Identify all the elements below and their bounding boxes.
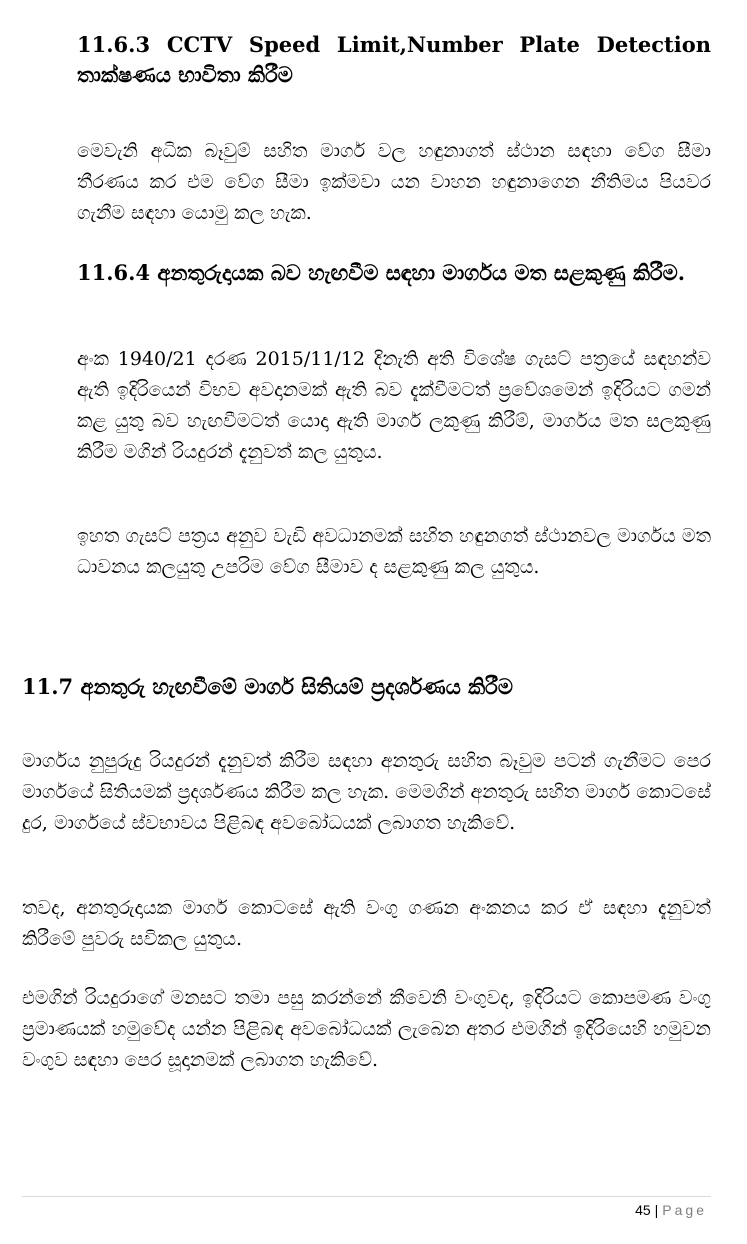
footer-divider [22, 1196, 711, 1197]
footer-separator: | [654, 1202, 659, 1218]
paragraph-gazette-road-markings: අංක 1940/21 දරණ 2015/11/12 දිනැති අති විශේෂ ගැසට් පත්‍රයේ සඳහන්ව ඇති ඉදිරියෙන් විභව අවදානමක් ඇති බව දැක්වීමටත් ප්‍රවේශමෙන් ඉදිරියට ගමන් කළ යුතු බව හැඟවීමටත් යොදා ඇති මාර්ග ලකුණු කිරීම්, මාර්ගය මත සලකුණු කිරීම මගින් රියදුරන් දැනුවත් කල යුතුය. [77, 348, 711, 463]
paragraph-bend-count-boards: තවද, අනතුරුදායක මාර්ග කොටසේ ඇති වංගු ගණන අංකනය කර ඒ සඳහා දැනුවත් කිරීමේ පුවරු සවිකල යුතුය. [22, 897, 711, 950]
section-heading-11-7: 11.7 අනතුරු හැඟවීමේ මාර්ග සිතියම් ප්‍රදර්ශණය කිරීම [22, 674, 513, 699]
section-heading-11-6-4: 11.6.4 අනතුරුදායක බව හැඟවීම සඳහා මාර්ගය මත සළකුණු කිරීම. [77, 260, 686, 285]
paragraph-max-speed-marking: ඉහත ගැසට් පත්‍රය අනුව වැඩි අවධානමක් සහිත හඳුනගත් ස්ථානවල මාර්ගය මත ධාවනය කලයුතු උපරිම වේග සීමාව ද සළකුණු කල යුතුය. [77, 525, 711, 578]
page-footer [635, 1200, 707, 1220]
page-label: Page [662, 1202, 707, 1218]
page-number: 45 [635, 1202, 651, 1218]
section-heading-11-6-3: 11.6.3 CCTV Speed Limit,Number Plate Detection තාක්ෂණය භාවිතා කිරීම [77, 32, 711, 87]
paragraph-route-map-display: මාර්ගය නුපුරුදු රියදුරන් දැනුවත් කිරීම සඳහා අනතුරු සහිත බෑවුම පටන් ගැනීමට පෙර මාර්ගයේ සිතියමක් ප්‍රදර්ශණය කිරීම කල හැක. මෙමගින් අනතුරු සහිත මාර්ග කොටසේ දුර, මාර්ගයේ ස්වභාවය පිළිබඳ අවබෝධයක් ලබාගත හැකිවේ. [22, 750, 711, 834]
paragraph-driver-awareness: එමගින් රියදුරාගේ මනසට තමා පසු කරන්නේ කීවෙනි වංගුවද, ඉදිරියට කොපමණ වංගු ප්‍රමාණයක් හමුවේද යන්න පිළිබඳ අවබෝධයක් ලැබෙන අතර එමගින් ඉදිරියෙහි හමුවන වංගුව සඳහා පෙර සූදානමක් ලබාගත හැකිවේ. [22, 987, 711, 1071]
paragraph-speed-limit-detection: මෙවැනි අධික බෑවුම් සහිත මාර්ග වල හඳුනාගත් ස්ථාන සඳහා වේග සීමා තීරණය කර එම වේග සීමා ඉක්මවා යන වාහන හඳුනාගෙන නීතිමය පියවර ගැනීම සඳහා යොමු කල හැක. [77, 140, 711, 224]
